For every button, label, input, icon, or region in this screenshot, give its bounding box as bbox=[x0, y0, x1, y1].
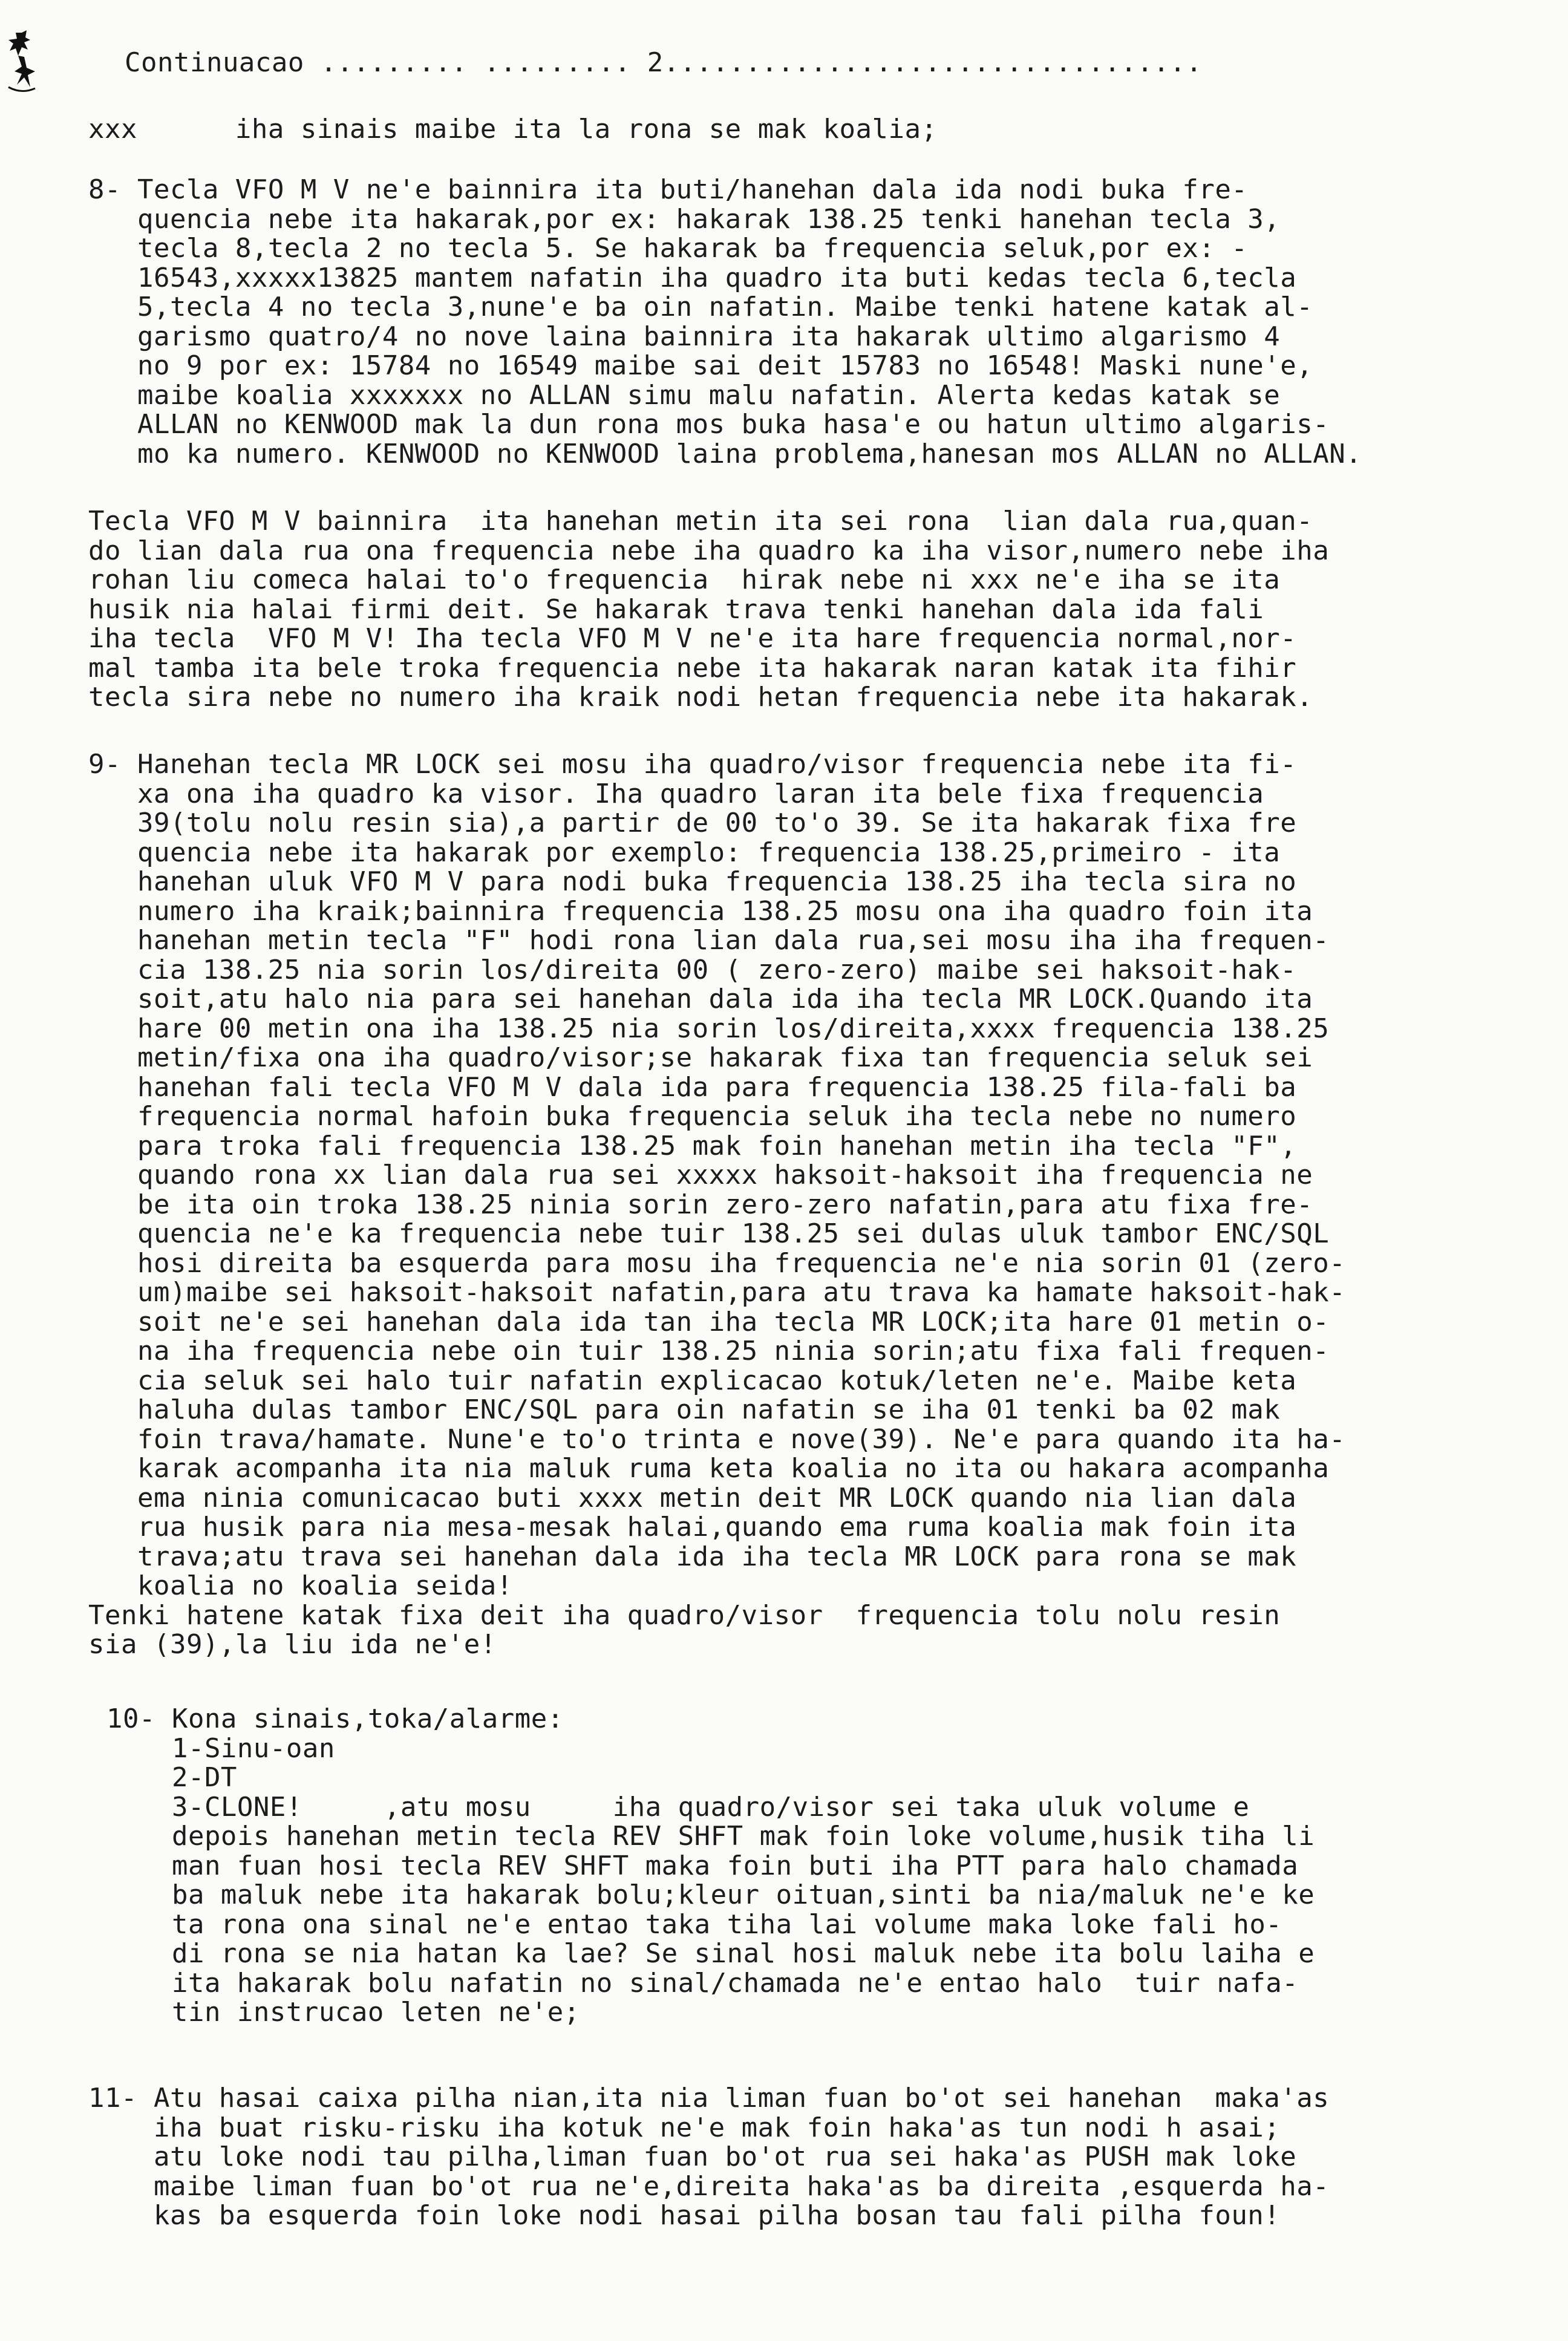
page-header: Continuacao ......... ......... 2................................. bbox=[125, 47, 1203, 78]
paragraph-10: 10- Kona sinais,toka/alarme: 1-Sinu-oan 2-DT 3-CLONE! ,atu mosu iha quadro/visor sei taka uluk volume e depois hanehan metin tecla REV SHFT mak foin loke volume,husik tiha li man fuan hosi tecla REV SHFT maka foin buti iha PTT para halo chamada ba maluk nebe ita hakarak bolu;kleur oituan,sinti ba nia/maluk ne'e ke ta rona ona sinal ne'e entao taka tiha lai volume maka loke fali ho- di rona se nia hatan ka lae? Se sinal hosi maluk nebe ita bolu laiha e ita hakarak bolu nafatin no sinal/chamada ne'e entao halo tuir nafa- tin instrucao leten ne'e; bbox=[106, 1703, 1315, 2028]
mascot-figure-icon bbox=[4, 29, 40, 96]
paragraph-11: 11- Atu hasai caixa pilha nian,ita nia liman fuan bo'ot sei hanehan maka'as iha buat risku-risku iha kotuk ne'e mak foin haka'as tun nodi h asai; atu loke nodi tau pilha,liman fuan bo'ot rua sei haka'as PUSH mak loke maibe liman fuan bo'ot rua ne'e,direita haka'as ba direita ,esquerda ha- kas ba esquerda foin loke nodi hasai pilha bosan tau fali pilha foun! bbox=[88, 2083, 1330, 2231]
intro-line: xxx iha sinais maibe ita la rona se mak koalia; bbox=[88, 114, 938, 145]
paragraph-9: 9- Hanehan tecla MR LOCK sei mosu iha quadro/visor frequencia nebe ita fi- xa ona iha quadro ka visor. Iha quadro laran ita bele fixa frequencia 39(tolu nolu resin sia),a partir de 00 to'o 39. Se ita hakarak fixa fre quencia nebe ita hakarak por exemplo: frequencia 138.25,primeiro - ita hanehan uluk VFO M V para nodi buka frequencia 138.25 iha tecla sira no numero iha kraik;bainnira frequencia 138.25 mosu ona iha quadro foin ita hanehan metin tecla "F" hodi rona lian dala rua,sei mosu iha iha frequen- cia 138.25 nia sorin los/direita 00 ( zero-zero) maibe sei haksoit-hak- soit,atu halo nia para sei hanehan dala ida iha tecla MR LOCK.Quando ita hare 00 metin ona iha 138.25 nia sorin los/direita,xxxx frequencia 138.25 metin/fixa ona iha quadro/visor;se hakarak fixa tan frequencia seluk sei hanehan fali tecla VFO M V dala ida para frequencia 138.25 fila-fali ba frequencia normal hafoin buka frequencia seluk iha tecla nebe no numero para troka fali frequencia 138.25 mak foin hanehan metin iha tecla "F", quando rona xx lian dala rua sei xxxxx haksoit-haksoit iha frequencia ne be ita oin troka 138.25 ninia sorin zero-zero nafatin,para atu fixa fre- quencia ne'e ka frequencia nebe tuir 138.25 sei dulas uluk tambor ENC/SQL hosi direita ba esquerda para mosu iha frequencia ne'e nia sorin 01 (zero- um)maibe sei haksoit-haksoit nafatin,para atu trava ka hamate haksoit-hak- soit ne'e sei hanehan dala ida tan iha tecla MR LOCK;ita hare 01 metin o- na iha frequencia nebe oin tuir 138.25 ninia sorin;atu fixa fali frequen- cia seluk sei halo tuir nafatin explicacao kotuk/leten ne'e. Maibe keta haluha dulas tambor ENC/SQL para oin nafatin se iha 01 tenki ba 02 mak foin trava/hamate. Nune'e to'o trinta e nove(39). Ne'e para quando ita ha- karak acompanha ita nia maluk ruma keta koalia no ita ou hakara acompanha ema ninia comunicacao buti xxxx metin deit MR LOCK quando nia lian dala rua husik para nia mesa-mesak halai,quando ema ruma koalia mak foin ita trava;atu trava sei hanehan dala ida iha tecla MR LOCK para rona se mak koalia no koalia seida! Tenki hatene katak fixa deit iha quadro/visor frequencia tolu nolu resin sia (39),la liu ida ne'e! bbox=[88, 749, 1346, 1660]
paragraph-vfo: Tecla VFO M V bainnira ita hanehan metin ita sei rona lian dala rua,quan- do lian dala rua ona frequencia nebe iha quadro ka iha visor,numero nebe iha rohan liu comeca halai to'o frequencia hirak nebe ni xxx ne'e iha se ita husik nia halai firmi deit. Se hakarak trava tenki hanehan dala ida fali iha tecla VFO M V! Iha tecla VFO M V ne'e ita hare frequencia normal,nor- mal tamba ita bele troka frequencia nebe ita hakarak naran katak ita fihir tecla sira nebe no numero iha kraik nodi hetan frequencia nebe ita hakarak. bbox=[88, 506, 1330, 713]
paragraph-8: 8- Tecla VFO M V ne'e bainnira ita buti/hanehan dala ida nodi buka fre- quencia nebe ita hakarak,por ex: hakarak 138.25 tenki hanehan tecla 3, tecla 8,tecla 2 no tecla 5. Se hakarak ba frequencia seluk,por ex: - 16543,xxxxx13825 mantem nafatin iha quadro ita buti kedas tecla 6,tecla 5,tecla 4 no tecla 3,nune'e ba oin nafatin. Maibe tenki hatene katak al- garismo quatro/4 no nove laina bainnira ita hakarak ultimo algarismo 4 no 9 por ex: 15784 no 16549 maibe sai deit 15783 no 16548! Maski nune'e, maibe koalia xxxxxxx no ALLAN simu malu nafatin. Alerta kedas katak se ALLAN no KENWOOD mak la dun rona mos buka hasa'e ou hatun ultimo algaris- mo ka numero. KENWOOD no KENWOOD laina problema,hanesan mos ALLAN no ALLAN. bbox=[88, 174, 1362, 469]
